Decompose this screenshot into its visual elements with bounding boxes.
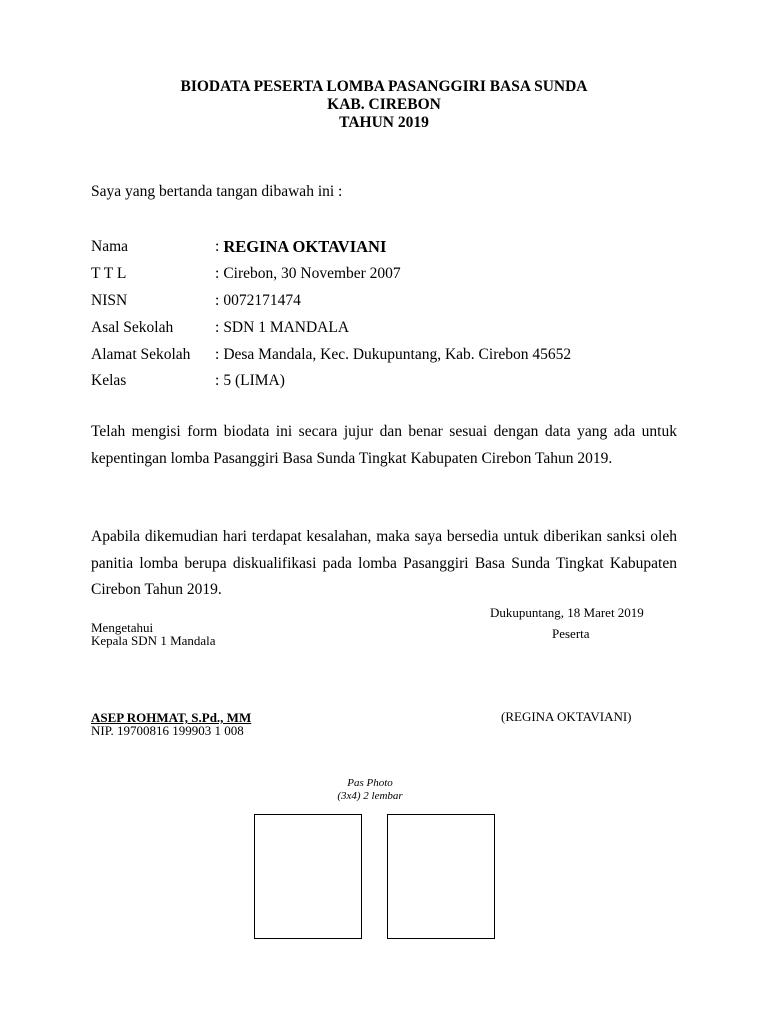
field-label: Nama (91, 238, 129, 256)
photo-box-1 (254, 814, 362, 939)
field-colon: : (215, 238, 220, 256)
field-value-nama: REGINA OKTAVIANI (223, 237, 387, 257)
document-header (0, 78, 768, 132)
field-colon: : (215, 318, 220, 336)
field-label: Alamat Sekolah (91, 345, 191, 363)
field-row-kelas (91, 368, 571, 395)
intro-text: Saya yang bertanda tangan dibawah ini : (91, 183, 343, 200)
field-value-nisn: 0072171474 (223, 291, 301, 309)
header-year: TAHUN 2019 (339, 114, 429, 131)
field-colon: : (215, 265, 220, 283)
photo-caption: Pas Photo (347, 777, 393, 789)
field-label: Asal Sekolah (91, 318, 174, 336)
field-value-asal-sekolah: SDN 1 MANDALA (223, 318, 350, 336)
place-date: Dukupuntang, 18 Maret 2019 (490, 605, 644, 620)
participant-role: Peserta (552, 626, 590, 641)
field-value-alamat-sekolah: Desa Mandala, Kec. Dukupuntang, Kab. Cirebon 45652 (223, 345, 572, 363)
field-row-asal-sekolah (91, 314, 571, 341)
principal-name: ASEP ROHMAT, S.Pd., MM (91, 710, 252, 725)
field-colon: : (215, 345, 220, 363)
statement-paragraph-2: Apabila dikemudian hari terdapat kesalahan, maka saya bersedia untuk diberikan sanksi oleh panitia lomba berupa diskualifikasi pada lomba Pasanggiri Basa Sunda Tingkat Kabupaten Cirebon Tahun 2019. (91, 528, 677, 598)
principal-nip: NIP. 19700816 199903 1 008 (91, 723, 244, 738)
field-row-alamat-sekolah (91, 341, 571, 368)
header-region: KAB. CIREBON (327, 96, 441, 113)
field-label: Kelas (91, 372, 127, 390)
field-label: NISN (91, 291, 128, 309)
biodata-fields (91, 234, 571, 395)
field-label: T T L (91, 265, 127, 283)
field-row-ttl (91, 261, 571, 288)
field-row-nisn (91, 288, 571, 315)
acknowledged-label: Mengetahui (91, 620, 154, 635)
photo-box-2 (387, 814, 495, 939)
field-value-ttl: Cirebon, 30 November 2007 (223, 265, 401, 283)
statement-paragraph-1: Telah mengisi form biodata ini secara jujur dan benar sesuai dengan data yang ada untuk kepentingan lomba Pasanggiri Basa Sunda Tingkat Kabupaten Cirebon Tahun 2019. (91, 423, 677, 467)
principal-role: Kepala SDN 1 Mandala (91, 633, 216, 648)
field-value-kelas: 5 (LIMA) (223, 372, 285, 390)
field-colon: : (215, 291, 220, 309)
field-colon: : (215, 372, 220, 390)
header-title: BIODATA PESERTA LOMBA PASANGGIRI BASA SUNDA (180, 78, 588, 95)
participant-name: (REGINA OKTAVIANI) (501, 709, 632, 724)
photo-size-caption: (3x4) 2 lembar (337, 790, 403, 802)
field-row-nama (91, 234, 571, 261)
